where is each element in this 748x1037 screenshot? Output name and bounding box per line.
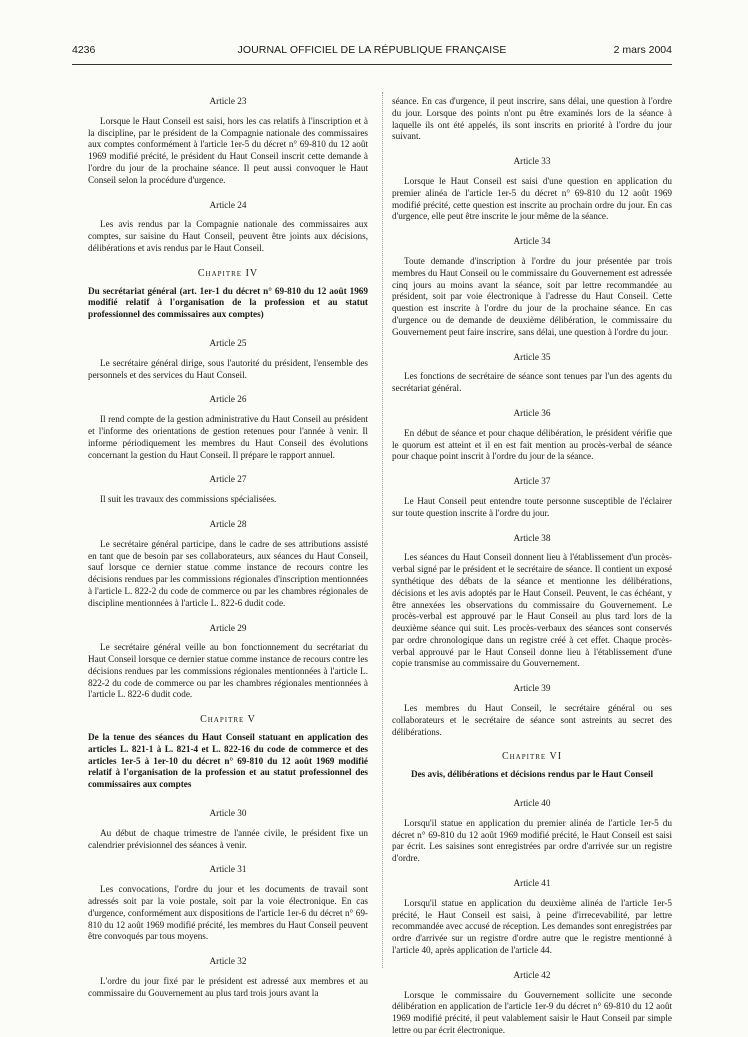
spacer bbox=[392, 395, 672, 408]
article-heading: Article 31 bbox=[209, 864, 247, 875]
chapter-title: Du secrétariat général (art. 1er-1 du décret n° 69-810 du 12 août 1969 modifié relatif à l'organisation de la profession et au statut professionnel des commissaires aux comptes) bbox=[88, 285, 368, 320]
journal-title: JOURNAL OFFICIEL DE LA RÉPUBLIQUE FRANÇAISE bbox=[237, 44, 507, 56]
chapter-heading: Chapitre IV bbox=[197, 267, 259, 279]
header-rule bbox=[72, 64, 672, 65]
spacer bbox=[88, 381, 368, 394]
article-heading: Article 23 bbox=[209, 96, 247, 106]
paragraph: Les membres du Haut Conseil, le secrétaire général ou ses collaborateurs et le secrétaire de séance sont astreints au secret des délibérations. bbox=[392, 703, 672, 737]
paragraph: Les fonctions de secrétaire de séance sont tenues par l'un des agents du secrétariat général. bbox=[392, 371, 672, 394]
right-column bbox=[392, 96, 672, 1037]
paragraph: Lorsque le Haut Conseil est saisi, hors les cas relatifs à l'inscription et à la discipline, par le président de la Compagnie nationale des commissaires aux comptes conformément à l'article 1er-5 du décret n° 69-810 du 12 août 1969 modifié précité, le président du Haut Conseil inscrit cette demande à l'ordre du jour de la prochaine séance. Il peut aussi convoquer le Haut Conseil selon la procédure d'urgence. bbox=[88, 115, 368, 185]
article-heading: Article 34 bbox=[513, 236, 551, 247]
spacer bbox=[88, 610, 368, 623]
spacer bbox=[392, 670, 672, 683]
paragraph: séance. En cas d'urgence, il peut inscrire, sans délai, une question à l'ordre du jour. Lorsque des points n'ont pu être examinés lors de la séance à laquelle ils ont été appelés, ils sont inscrits en priorité à l'ordre du jour suivant. bbox=[392, 96, 672, 142]
spacer bbox=[392, 223, 672, 236]
spacer bbox=[392, 785, 672, 798]
issue-date: 2 mars 2004 bbox=[613, 44, 672, 56]
article-heading: Article 40 bbox=[513, 798, 551, 809]
article-heading: Article 30 bbox=[209, 808, 247, 819]
paragraph: Le secrétaire général dirige, sous l'autorité du président, l'ensemble des personnels et des services du Haut Conseil. bbox=[88, 357, 368, 380]
paragraph: Lorsqu'il statue en application du deuxième alinéa de l'article 1er-5 précité, le Haut Conseil est saisi, à peine d'irrecevabilité, par lettre recommandée avec accusé de réception. Les demandes sont enregistrées par ordre d'arrivée sur un registre d'ordre autre que le registre mentionné à l'article 40, après application de l'article 44. bbox=[392, 897, 672, 956]
spacer bbox=[88, 506, 368, 519]
spacer bbox=[392, 143, 672, 156]
paragraph: Lorsque le Haut Conseil est saisi d'une question en application du premier alinéa de l'article 1er-5 du décret n° 69-810 du 12 août 1969 modifié précité, cette question est inscrite au prochain ordre du jour. En cas d'urgence, elle peut être inscrite le jour même de la séance. bbox=[392, 175, 672, 222]
article-heading: Article 39 bbox=[513, 683, 551, 694]
spacer bbox=[88, 943, 368, 956]
paragraph: Il suit les travaux des commissions spécialisées. bbox=[100, 494, 277, 505]
article-heading: Article 35 bbox=[513, 351, 551, 362]
paragraph: Les séances du Haut Conseil donnent lieu à l'établissement d'un procès-verbal signé par le président et le secrétaire de séance. Il contient un exposé synthétique des débats de la séance et mentionne les délibérations, décisions et les avis adoptés par le Haut Conseil. Peuvent, le cas échéant, y être annexées les observations du commissaire du Gouvernement. Le procès-verbal est approuvé par le Haut Conseil au plus tard lors de la deuxième séance qui suit. Les procès-verbaux des séances sont conservés par ordre chronologique dans un registre créé à cet effet. Chaque procès-verbal approuvé par le Haut Conseil donne lieu à l'établissement d'une copie transmise au commissaire du Gouvernement. bbox=[392, 552, 672, 669]
chapter-title: De la tenue des séances du Haut Conseil statuant en application des articles L. 821-1 à L. 821-4 et L. 822-16 du code de commerce et des articles 1er-5 à 1er-10 du décret n° 69-810 du 12 août 1969 modifié relatif à l'organisation de la profession et au statut professionnel des commissaires aux comptes bbox=[88, 732, 368, 790]
article-heading: Article 36 bbox=[513, 407, 551, 418]
spacer bbox=[392, 463, 672, 476]
article-heading: Article 29 bbox=[209, 622, 247, 633]
paragraph: Au début de chaque trimestre de l'année civile, le président fixe un calendrier prévisionnel des séances à venir. bbox=[88, 827, 368, 850]
spacer bbox=[88, 461, 368, 474]
article-heading: Article 24 bbox=[209, 199, 247, 210]
paragraph: Le secrétaire général veille au bon fonctionnement du secrétariat du Haut Conseil lorsque ce dernier statue comme instance de recours contre les décisions rendues par les commissions régionales mentionnées à l'article L. 822-2 du code de commerce ou par les chambres régionales mentionnées à l'article L. 822-6 dudit code. bbox=[88, 642, 368, 700]
spacer bbox=[88, 187, 368, 200]
paragraph: Les avis rendus par la Compagnie nationale des commissaires aux comptes, sur saisine du Haut Conseil, peuvent être joints aux décisions, délibérations et avis rendus par le Haut Conseil. bbox=[88, 219, 368, 253]
article-heading: Article 33 bbox=[513, 156, 551, 167]
paragraph: Le secrétaire général participe, dans le cadre de ses attributions assisté en tant que de besoin par ses collaborateurs, aux séances du Haut Conseil, sauf lorsque ce dernier statue comme instance de recours contre les décisions rendues par les commissions régionales d'inscription mentionnées à l'article L. 822-2 du code de commerce ou par les chambres régionales de discipline mentionnées à l'article L. 822-6 dudit code. bbox=[88, 538, 368, 608]
spacer bbox=[392, 865, 672, 878]
spacer bbox=[88, 325, 368, 338]
spacer bbox=[88, 851, 368, 864]
spacer bbox=[392, 520, 672, 533]
paragraph: L'ordre du jour fixé par le président est adressé aux membres et au commissaire du Gouvernement au plus tard trois jours avant la bbox=[88, 976, 368, 998]
article-heading: Article 32 bbox=[209, 956, 247, 967]
column-divider bbox=[382, 92, 383, 968]
paragraph: Lorsqu'il statue en application du premier alinéa de l'article 1er-5 du décret n° 69-810 du 12 août 1969 modifié précité, le Haut Conseil est saisi par écrit. Les saisines sont enregistrées par ordre d'arrivée sur un registre d'ordre. bbox=[392, 817, 672, 864]
chapter-title: Des avis, délibérations et décisions rendus par le Haut Conseil bbox=[410, 769, 654, 780]
spacer bbox=[88, 701, 368, 714]
chapter-heading: Chapitre VI bbox=[501, 751, 563, 763]
paragraph: Il rend compte de la gestion administrative du Haut Conseil au président et l'informe des orientations de gestion retenues pour l'année à venir. Il informe périodiquement les membres du Haut Conseil des évolutions concernant la gestion du Haut Conseil. Il prépare le rapport annuel. bbox=[88, 414, 368, 460]
page-header bbox=[72, 44, 672, 60]
chapter-heading: Chapitre V bbox=[200, 714, 256, 726]
article-heading: Article 26 bbox=[209, 394, 247, 405]
article-heading: Article 42 bbox=[513, 969, 551, 980]
paragraph: Toute demande d'inscription à l'ordre du jour présentée par trois membres du Haut Conseil ou le commissaire du Gouvernement est adressée cinq jours au moins avant la séance, soit par lettre recommandée au président, soit par voie électronique à l'adresse du Haut Conseil. Cette question est inscrite à l'ordre du jour de la prochaine séance. En cas d'urgence ou de demande de deuxième délibération, le commissaire du Gouvernement peut faire inscrire, sans délai, une question à l'ordre du jour. bbox=[392, 255, 672, 337]
paragraph: Les convocations, l'ordre du jour et les documents de travail sont adressés soit par la voie postale, soit par la voie électronique. En cas d'urgence, conformément aux dispositions de l'article 1er-6 du décret n° 69-810 du 12 août 1969 modifié précité, les membres du Haut Conseil peuvent être convoqués par tous moyens. bbox=[88, 884, 368, 942]
paragraph: Lorsque le commissaire du Gouvernement sollicite une seconde délibération en application de l'article 1er-9 du décret n° 69-810 du 12 août 1969 modifié précité, il peut valablement saisir le Haut Conseil par simple lettre ou par écrit électronique. bbox=[392, 989, 672, 1036]
spacer bbox=[88, 255, 368, 268]
article-heading: Article 37 bbox=[513, 476, 551, 487]
spacer bbox=[392, 738, 672, 751]
article-heading: Article 27 bbox=[209, 474, 247, 485]
article-heading: Article 25 bbox=[209, 337, 247, 348]
left-column bbox=[88, 96, 368, 1000]
page-number: 4236 bbox=[72, 44, 96, 56]
paragraph: Le Haut Conseil peut entendre toute personne susceptible de l'éclairer sur toute question inscrite à l'ordre du jour. bbox=[392, 495, 672, 518]
spacer bbox=[392, 339, 672, 352]
article-heading: Article 28 bbox=[209, 518, 247, 529]
spacer bbox=[88, 795, 368, 808]
spacer bbox=[392, 957, 672, 970]
article-heading: Article 41 bbox=[513, 878, 551, 889]
paragraph: En début de séance et pour chaque délibération, le président vérifie que le quorum est atteint et il en est fait mention au procès-verbal de séance pour chaque point inscrit à l'ordre du jour de la séance. bbox=[392, 427, 672, 462]
article-heading: Article 38 bbox=[513, 532, 551, 543]
